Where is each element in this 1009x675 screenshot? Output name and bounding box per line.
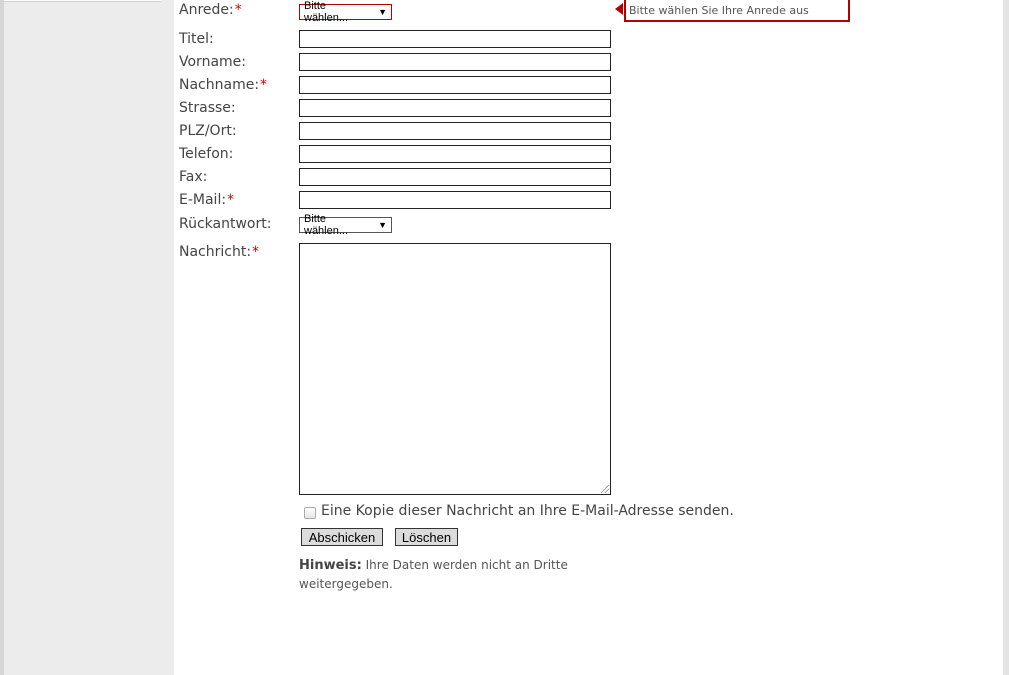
strasse-label-text: Strasse: <box>179 100 236 116</box>
required-marker: * <box>234 2 242 18</box>
required-marker: * <box>227 192 235 208</box>
nachname-label <box>179 77 267 93</box>
resize-grip-icon[interactable] <box>601 485 609 493</box>
plz-ort-input[interactable] <box>299 122 611 140</box>
rueckantwort-label <box>179 216 271 232</box>
right-border <box>1003 0 1009 675</box>
telefon-input[interactable] <box>299 145 611 163</box>
required-marker: * <box>252 244 260 260</box>
anrede-label <box>179 2 242 18</box>
plz-ort-label-text: PLZ/Ort: <box>179 123 237 139</box>
sidebar <box>4 0 174 675</box>
titel-label <box>179 31 214 47</box>
nachricht-textarea[interactable] <box>299 243 611 495</box>
nachname-input[interactable] <box>299 76 611 94</box>
caret-down-icon: ▼ <box>378 7 387 17</box>
anrede-select[interactable] <box>299 0 392 24</box>
telefon-label-text: Telefon: <box>179 146 234 162</box>
validation-message: Bitte wählen Sie Ihre Anrede aus <box>629 4 809 17</box>
fax-label-text: Fax: <box>179 169 208 185</box>
nachricht-label <box>179 244 259 260</box>
titel-input[interactable] <box>299 30 611 48</box>
strasse-label <box>179 100 236 116</box>
note-title: Hinweis: <box>299 558 362 573</box>
fax-label <box>179 169 207 185</box>
reset-button[interactable]: Löschen <box>395 528 458 546</box>
strasse-input[interactable] <box>299 99 611 117</box>
vorname-label <box>179 54 246 70</box>
rueckantwort-select-value: Bitte wählen... <box>304 213 349 237</box>
copy-checkbox-label[interactable]: Eine Kopie dieser Nachricht an Ihre E-Mail-Adresse senden. <box>321 503 734 519</box>
telefon-label <box>179 146 233 162</box>
fax-input[interactable] <box>299 168 611 186</box>
email-label <box>179 192 234 208</box>
rueckantwort-label-text: Rückantwort: <box>179 216 272 232</box>
triangle-left-icon <box>615 3 623 15</box>
sidebar-box <box>4 0 161 2</box>
nachname-label-text: Nachname: <box>179 77 260 93</box>
vorname-input[interactable] <box>299 53 611 71</box>
email-label-text: E-Mail: <box>179 192 227 208</box>
titel-label-text: Titel: <box>179 31 214 47</box>
anrede-label-text: Anrede: <box>179 2 234 18</box>
vorname-label-text: Vorname: <box>179 54 246 70</box>
anrede-select-value: Bitte wählen... <box>304 0 349 24</box>
note-text: Ihre Daten werden nicht an Dritte weitergegeben. <box>299 558 568 591</box>
validation-tooltip <box>624 0 850 22</box>
email-input[interactable] <box>299 191 611 209</box>
required-marker: * <box>260 77 268 93</box>
caret-down-icon: ▼ <box>378 220 387 230</box>
nachricht-label-text: Nachricht: <box>179 244 252 260</box>
copy-checkbox[interactable] <box>304 507 316 519</box>
plz-ort-label <box>179 123 237 139</box>
submit-button[interactable]: Abschicken <box>301 528 383 546</box>
rueckantwort-select[interactable] <box>299 213 392 237</box>
privacy-note <box>299 556 599 593</box>
